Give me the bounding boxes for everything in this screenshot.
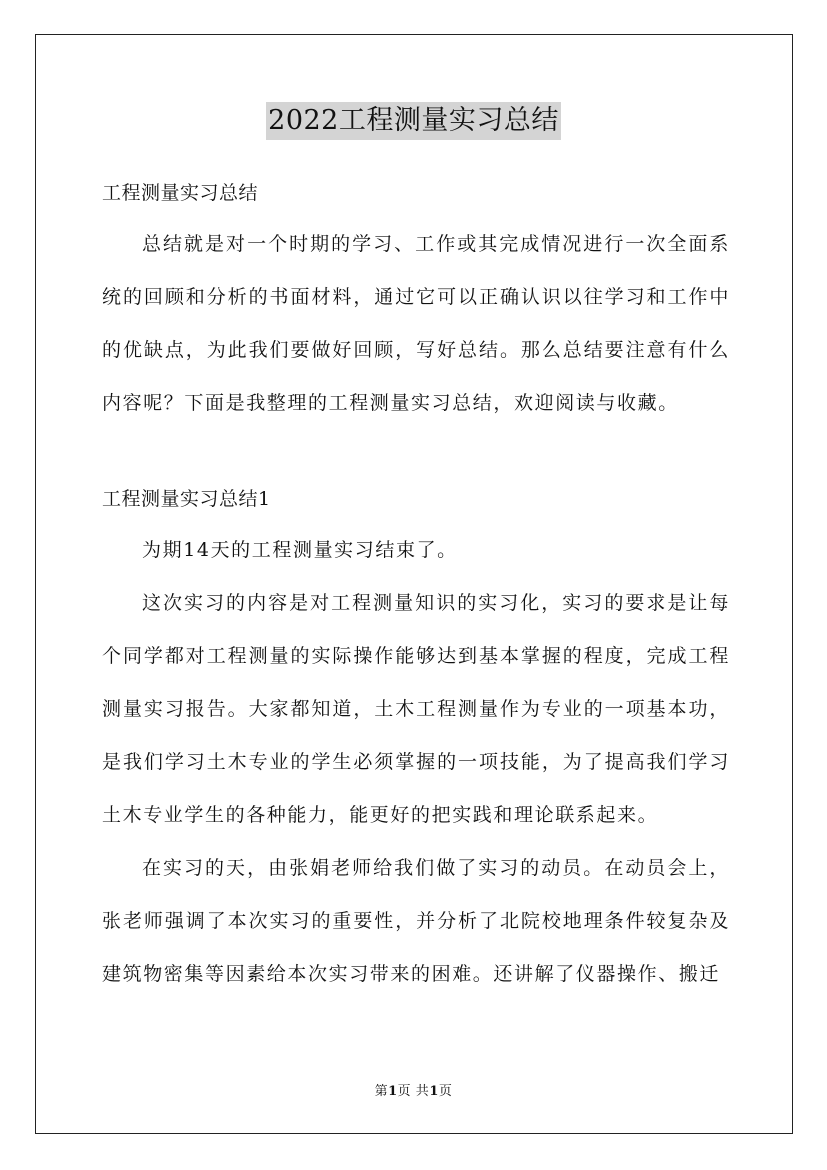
- body-paragraph: 为期14天的工程测量实习结束了。: [142, 539, 458, 561]
- body-paragraph: 这次实习的内容是对工程测量知识的实习化，实习的要求是让每个同学都对工程测量的实际操作能够达到基本掌握的程度，完成工程测量实习报告。大家都知道，土木工程测量作为专业的一项基本功，是我们学习土木专业的学生必须掌握的一项技能，为了提高我们学习土木专业学生的各种能力，能更好的把实践和理论联系起来。: [102, 592, 730, 826]
- footer-page-middle: 页 共: [397, 1084, 430, 1099]
- footer-page-suffix: 页: [438, 1084, 453, 1099]
- page-footer: [0, 1082, 827, 1102]
- subsection-heading: 工程测量实习总结1: [102, 488, 271, 510]
- intro-paragraph: 总结就是对一个时期的学习、工作或其完成情况进行一次全面系统的回顾和分析的书面材料，通过它可以正确认识以往学习和工作中的优缺点，为此我们要做好回顾，写好总结。那么总结要注意有什么内容呢？下面是我整理的工程测量实习总结，欢迎阅读与收藏。: [102, 233, 730, 414]
- footer-page-number: 1: [388, 1084, 398, 1099]
- body-paragraph: 在实习的天，由张娟老师给我们做了实习的动员。在动员会上，张老师强调了本次实习的重要性，并分析了北院校地理条件较复杂及建筑物密集等因素给本次实习带来的困难。还讲解了仪器操作、搬迁: [102, 857, 730, 985]
- section-spacer: [102, 430, 730, 474]
- footer-page-prefix: 第: [374, 1084, 389, 1099]
- footer-total-pages: 1: [429, 1084, 439, 1099]
- title-container: [0, 102, 827, 140]
- section-heading: 工程测量实习总结: [102, 182, 259, 204]
- document-title: 2022工程测量实习总结: [266, 102, 561, 140]
- document-body: [102, 168, 730, 1001]
